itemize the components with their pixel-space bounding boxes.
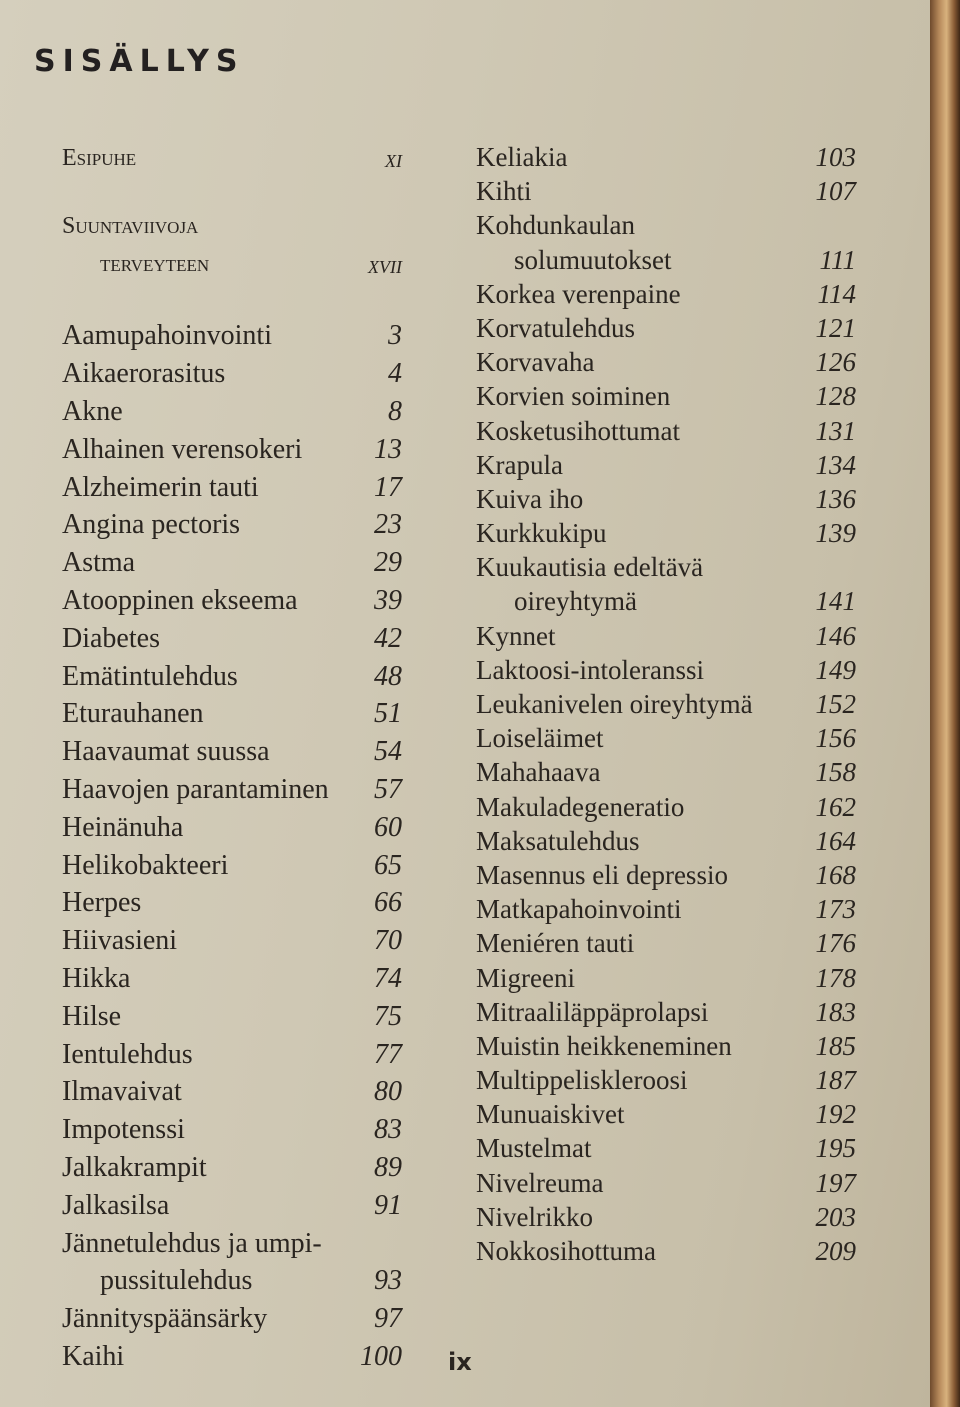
toc-entry-page: 89 — [374, 1151, 402, 1183]
toc-entry-page: 152 — [815, 689, 856, 719]
toc-entry-title: Eturauhanen — [62, 698, 204, 730]
toc-entry — [476, 1200, 856, 1234]
toc-entry-title: Munuaiskivet — [476, 1099, 625, 1130]
toc-entry-page: 100 — [360, 1340, 402, 1372]
toc-entry-title: Maksatulehdus — [476, 825, 640, 856]
toc-entry — [476, 448, 856, 482]
toc-entry — [476, 790, 856, 824]
page-title: SISÄLLYS — [34, 44, 245, 79]
toc-entry — [476, 243, 856, 277]
toc-entry-title: Masennus eli depressio — [476, 859, 728, 890]
toc-entry-page: 139 — [815, 518, 856, 549]
toc-entry — [476, 1166, 856, 1200]
toc-entry — [476, 1063, 856, 1097]
toc-entry-page: 54 — [374, 736, 402, 768]
toc-entry-page: 141 — [815, 586, 856, 617]
toc-entry-title: Krapula — [476, 449, 563, 480]
toc-entry-title: Mustelmat — [476, 1133, 592, 1164]
toc-entry-title: Hilse — [62, 1000, 122, 1032]
toc-entry-page: 39 — [374, 584, 402, 616]
toc-entry — [62, 246, 402, 284]
toc-entry-page: xi — [385, 144, 402, 173]
toc-entry-title: Meniéren tauti — [476, 928, 635, 959]
toc-entry-title: Multippeliskleroosi — [476, 1065, 688, 1096]
toc-entry-title: Matkapahoinvointi — [476, 894, 682, 925]
toc-entry-page: 192 — [815, 1099, 856, 1130]
toc-entry-title: Herpes — [62, 887, 142, 919]
toc-entry — [476, 550, 856, 584]
toc-entry-page: xvii — [368, 249, 402, 279]
toc-entry-page: 149 — [815, 654, 856, 685]
toc-entry — [476, 1029, 856, 1063]
toc-entry-page: 176 — [815, 928, 856, 959]
toc-entry — [476, 1097, 856, 1131]
toc-entry-page: 93 — [374, 1265, 402, 1297]
toc-entry — [62, 658, 402, 696]
toc-entry-page: 65 — [374, 849, 402, 881]
toc-entry-title: Heinänuha — [62, 811, 184, 843]
toc-entry-page: 183 — [815, 996, 856, 1027]
toc-entry — [62, 469, 402, 507]
toc-entry-page: 42 — [374, 622, 402, 654]
toc-entry — [62, 1187, 402, 1225]
toc-entry-page: 178 — [815, 962, 856, 993]
toc-entry — [62, 922, 402, 960]
toc-entry-page: 66 — [374, 887, 402, 919]
toc-entry-page: 156 — [815, 723, 856, 754]
toc-entry — [476, 1234, 856, 1268]
toc-entry — [62, 1338, 402, 1376]
toc-entry — [62, 620, 402, 658]
toc-entry-page: 209 — [815, 1236, 856, 1266]
toc-entry-title: Alhainen verensokeri — [62, 433, 303, 465]
toc-entry-title: Nivelrikko — [476, 1201, 593, 1232]
toc-entry-page: 158 — [815, 757, 856, 788]
toc-entry-page: 121 — [815, 312, 856, 343]
toc-entry-page: 97 — [374, 1303, 402, 1335]
toc-entry-title: Atooppinen ekseema — [62, 584, 298, 616]
toc-entry — [62, 317, 402, 355]
toc-entry-page: 48 — [374, 660, 402, 692]
toc-entry-title: Keliakia — [476, 142, 568, 172]
toc-entry — [476, 140, 856, 174]
toc-entry-title: Emätintulehdus — [62, 660, 238, 692]
toc-entry-page: 114 — [817, 278, 856, 309]
toc-entry-title: Jalkasilsa — [62, 1189, 170, 1221]
toc-entry-page: 74 — [374, 962, 402, 994]
toc-entry-page: 4 — [388, 358, 402, 390]
toc-entry-title: Nokkosihottuma — [476, 1236, 656, 1266]
toc-entry-page: 146 — [815, 620, 856, 651]
toc-list-left — [62, 317, 402, 1375]
toc-entry-title: Haavojen parantaminen — [62, 773, 329, 805]
toc-entry-title: Korvatulehdus — [476, 312, 635, 343]
toc-entry-title: Hiivasieni — [62, 925, 178, 957]
toc-entry-page: 195 — [815, 1133, 856, 1164]
toc-entry — [476, 653, 856, 687]
toc-entry — [62, 140, 402, 178]
toc-entry — [62, 1073, 402, 1111]
toc-entry-page: 13 — [374, 433, 402, 465]
toc-list-right — [476, 140, 856, 1268]
toc-entry-page: 134 — [815, 449, 856, 480]
toc-entry — [476, 311, 856, 345]
toc-entry — [62, 582, 402, 620]
toc-entry-title: Kohdunkaulan — [476, 210, 635, 241]
toc-entry-title: Kihti — [476, 176, 532, 207]
toc-entry-page: 126 — [815, 347, 856, 378]
toc-entry-page: 91 — [374, 1189, 402, 1221]
toc-entry-page: 136 — [815, 483, 856, 514]
toc-entry — [476, 208, 856, 242]
toc-entry-page: 29 — [374, 547, 402, 579]
toc-entry — [476, 584, 856, 618]
toc-entry-page: 70 — [374, 925, 402, 957]
toc-entry — [62, 809, 402, 847]
toc-entry-page: 128 — [815, 381, 856, 412]
page-number: ix — [448, 1348, 472, 1376]
toc-entry — [62, 506, 402, 544]
toc-entry — [62, 544, 402, 582]
toc-entry-title: Hikka — [62, 962, 131, 994]
toc-entry — [476, 619, 856, 653]
toc-entry-title: Korvavaha — [476, 347, 595, 378]
toc-entry — [62, 1225, 402, 1263]
toc-entry — [476, 858, 856, 892]
toc-entry — [62, 1111, 402, 1149]
toc-entry — [62, 1300, 402, 1338]
toc-entry-title: Kynnet — [476, 620, 556, 651]
toc-entry-title: Akne — [62, 395, 123, 427]
toc-entry-title: Angina pectoris — [62, 509, 241, 541]
toc-entry-page: 203 — [815, 1201, 856, 1232]
toc-entry-page: 23 — [374, 509, 402, 541]
toc-entry — [476, 824, 856, 858]
toc-entry-page: 60 — [374, 811, 402, 843]
toc-entry-title: Ilmavaivat — [62, 1076, 182, 1108]
toc-entry-title: Alzheimerin tauti — [62, 471, 259, 503]
toc-entry — [476, 926, 856, 960]
toc-entry-title: Ientulehdus — [62, 1038, 193, 1070]
toc-entry — [476, 414, 856, 448]
toc-column-left — [62, 140, 402, 1376]
toc-entry — [62, 733, 402, 771]
toc-entry — [476, 892, 856, 926]
toc-entry-title: Mitraaliläppäprolapsi — [476, 996, 709, 1027]
toc-entry — [476, 174, 856, 208]
toc-entry-page: 173 — [815, 894, 856, 925]
toc-entry-page: 77 — [374, 1038, 402, 1070]
toc-entry-page: 107 — [815, 176, 856, 207]
toc-entry — [62, 431, 402, 469]
toc-entry-title: Kosketusihottumat — [476, 415, 680, 446]
toc-column-right — [476, 140, 856, 1268]
toc-entry-title: Kuukautisia edeltävä — [476, 552, 704, 583]
toc-entry-page: 162 — [815, 791, 856, 822]
toc-entry-title: Astma — [62, 547, 136, 579]
toc-entry — [476, 345, 856, 379]
toc-entry-page: 17 — [374, 471, 402, 503]
toc-entry-title: Impotenssi — [62, 1114, 185, 1146]
toc-entry — [476, 379, 856, 413]
toc-entry-page: 164 — [815, 825, 856, 856]
toc-entry-title: pussitulehdus — [100, 1265, 253, 1297]
toc-entry-page: 57 — [374, 773, 402, 805]
toc-entry-page: 111 — [819, 244, 856, 275]
toc-entry-page: 3 — [388, 320, 402, 352]
toc-entry-page: 83 — [374, 1114, 402, 1146]
toc-entry — [62, 208, 402, 246]
toc-entry-title: Diabetes — [62, 622, 160, 654]
book-spine-edge — [930, 0, 960, 1407]
toc-entry-title: Haavaumat suussa — [62, 736, 270, 768]
toc-entry-page: 80 — [374, 1076, 402, 1108]
toc-entry — [476, 961, 856, 995]
toc-entry-title: Nivelreuma — [476, 1167, 604, 1198]
toc-entry-page: 168 — [815, 859, 856, 890]
toc-entry — [62, 695, 402, 733]
toc-entry-title: terveyteen — [100, 250, 210, 277]
toc-entry — [62, 771, 402, 809]
toc-entry — [476, 277, 856, 311]
toc-entry — [476, 1131, 856, 1165]
toc-entry-page: 185 — [815, 1030, 856, 1061]
toc-entry-page: 75 — [374, 1000, 402, 1032]
toc-entry — [62, 998, 402, 1036]
toc-entry-title: Loiseläimet — [476, 723, 604, 754]
toc-entry-title: Kurkkukipu — [476, 518, 607, 549]
toc-entry — [476, 516, 856, 550]
toc-entry-title: Migreeni — [476, 962, 575, 993]
toc-entry-page: 131 — [815, 415, 856, 446]
toc-entry-title: Jännetulehdus ja umpi- — [62, 1227, 322, 1259]
toc-entry-title: oireyhtymä — [514, 586, 637, 617]
toc-entry-title: Kaihi — [62, 1340, 125, 1372]
toc-entry-title: Muistin heikkeneminen — [476, 1030, 732, 1061]
toc-entry-page: 8 — [388, 395, 402, 427]
toc-entry — [476, 755, 856, 789]
toc-entry — [476, 721, 856, 755]
toc-entry — [476, 482, 856, 516]
toc-entry-title: solumuutokset — [514, 244, 672, 275]
toc-entry-page: 197 — [815, 1167, 856, 1198]
toc-entry — [476, 995, 856, 1029]
toc-entry — [476, 687, 856, 721]
toc-entry-title: Leukanivelen oireyhtymä — [476, 689, 753, 719]
toc-entry-title: Jännityspäänsärky — [62, 1303, 268, 1335]
toc-entry-page: 51 — [374, 698, 402, 730]
toc-entry-title: Kuiva iho — [476, 483, 584, 514]
toc-entry-title: Esipuhe — [62, 145, 137, 171]
toc-entry-title: Suuntaviivoja — [62, 212, 199, 239]
toc-entry — [62, 355, 402, 393]
toc-entry-title: Korkea verenpaine — [476, 278, 681, 309]
toc-entry — [62, 1036, 402, 1074]
toc-entry — [62, 1149, 402, 1187]
toc-entry-title: Helikobakteeri — [62, 849, 229, 881]
toc-entry-title: Jalkakrampit — [62, 1151, 207, 1183]
toc-entry-title: Laktoosi-intoleranssi — [476, 654, 704, 685]
toc-entry-title: Aikaerorasitus — [62, 358, 226, 390]
toc-entry — [62, 884, 402, 922]
toc-entry-title: Korvien soiminen — [476, 381, 671, 412]
toc-entry-title: Mahahaava — [476, 757, 601, 788]
toc-entry — [62, 960, 402, 998]
toc-entry-page: 187 — [815, 1065, 856, 1096]
toc-entry-title: Aamupahoinvointi — [62, 320, 272, 352]
toc-entry — [62, 393, 402, 431]
toc-entry — [62, 1262, 402, 1300]
toc-entry — [62, 847, 402, 885]
toc-entry-title: Makuladegeneratio — [476, 791, 685, 822]
toc-entry-page: 103 — [815, 142, 856, 172]
